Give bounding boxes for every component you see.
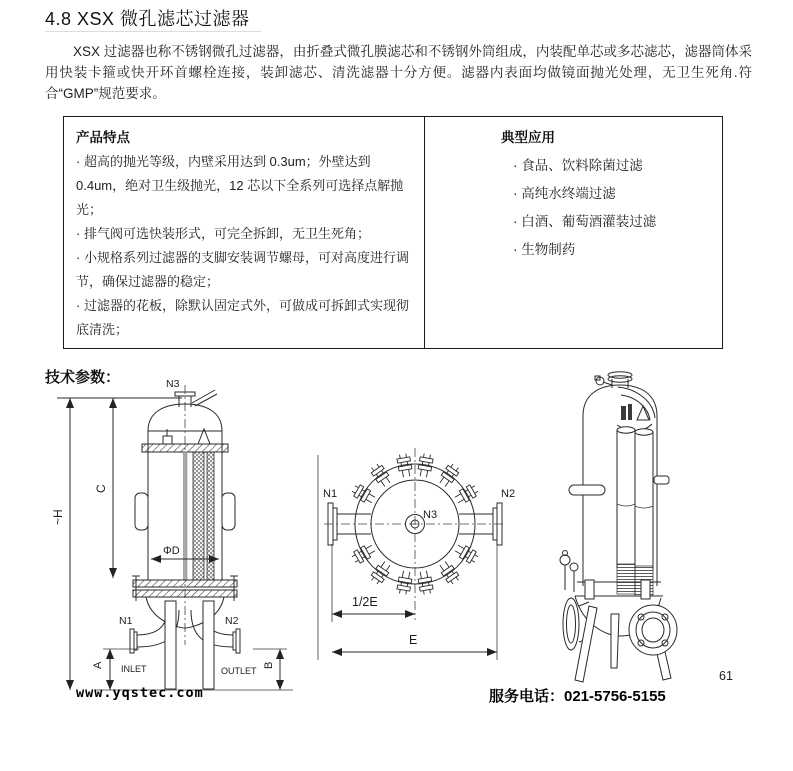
page-number: 61 <box>719 669 733 683</box>
title-underline <box>45 31 261 32</box>
nozzle-label-n1: N1 <box>119 615 133 627</box>
application-item: · 白酒、葡萄酒灌装过滤 <box>513 214 657 229</box>
outlet-label: OUTLET <box>221 666 257 676</box>
dim-label-a: A <box>92 661 104 669</box>
feature-application-table <box>63 116 723 349</box>
nozzle-label-n2: N2 <box>225 615 239 627</box>
product-features-header: 产品特点 <box>76 130 130 145</box>
dim-label-phid: ΦD <box>163 545 180 557</box>
nozzle-label-n3: N3 <box>423 509 438 521</box>
technical-parameters-label: 技术参数： <box>45 369 121 386</box>
nozzle-label-n3: N3 <box>166 378 180 390</box>
top-view-drawing <box>310 440 545 670</box>
application-item: · 生物制药 <box>513 242 576 257</box>
footer-website: www.yqstec.com <box>76 685 204 701</box>
vessel-outline-group <box>57 385 240 689</box>
typical-applications-cell <box>425 117 722 348</box>
dim-label-b: B <box>263 661 275 669</box>
nozzle-label-n1: N1 <box>323 488 338 500</box>
intro-paragraph: XSX 过滤器也称不锈钢微孔过滤器，由折叠式微孔膜滤芯和不锈钢外筒组成，内装配单芯或多芯滤芯，滤器筒体采用快装卡箍或快开环首螺栓连接，装卸滤芯、清洗滤器十分方便。滤器内表面均做镜面抛光处理，无卫生死角.符合“GMP”规范要求。 <box>45 44 752 101</box>
application-item: · 食品、饮料除菌过滤 <box>513 158 643 173</box>
page-title: 4.8 XSX 微孔滤芯过滤器 <box>45 9 250 29</box>
feature-item: · 小规格系列过滤器的支脚安装调节螺母，可对高度进行调节，确保过滤器的稳定； <box>76 250 409 289</box>
nozzle-label-n2: N2 <box>501 488 516 500</box>
dim-label-h: ~H <box>51 509 65 525</box>
feature-item: · 过滤器的花板，除默认固定式外，可做成可拆卸式实现彻底清洗； <box>76 298 409 337</box>
feature-item: · 超高的抛光等级，内壁采用达到 0.3um；外壁达到 0.4um，绝对卫生级抛光，12 芯以下全系列可选择点解抛光； <box>76 154 404 217</box>
dim-label-half-e: 1/2E <box>352 595 378 609</box>
side-view-drawing <box>45 375 315 707</box>
dim-label-e: E <box>409 633 418 647</box>
application-item: · 高纯水终端过滤 <box>513 186 616 201</box>
dim-label-c: C <box>94 484 108 493</box>
cutaway-3d-drawing <box>553 368 717 710</box>
typical-applications-header: 典型应用 <box>501 130 555 145</box>
top-view-body <box>318 448 506 660</box>
feature-item: · 排气阀可选快装形式，可完全拆卸，无卫生死角； <box>76 226 370 241</box>
footer-service-phone: 服务电话：021-5756-5155 <box>489 688 666 705</box>
product-features-cell <box>64 117 425 348</box>
inlet-label: INLET <box>121 664 147 674</box>
cutaway-vessel <box>560 372 677 682</box>
